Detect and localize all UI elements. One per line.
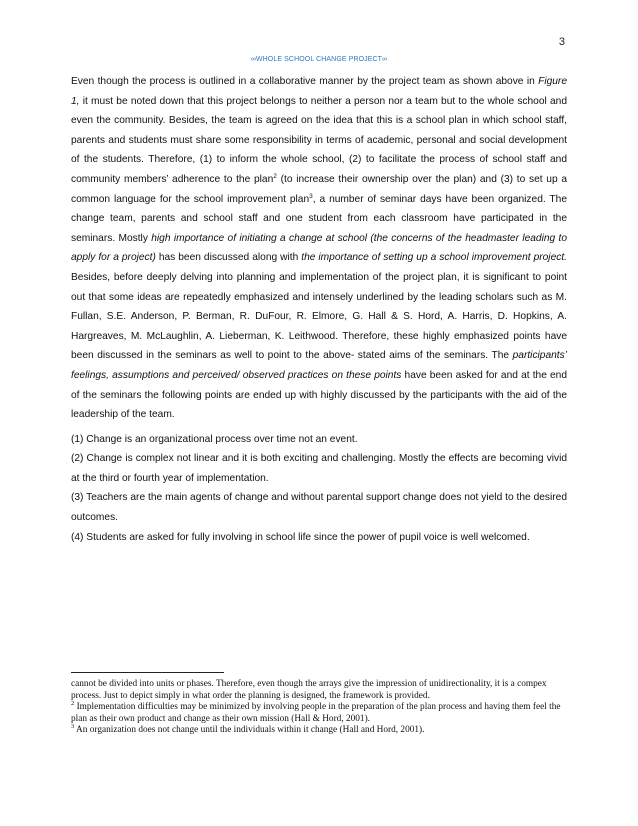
text-run: Even though the process is outlined in a collaborative manner by the project team as shown above in [71,76,539,87]
text-run: (to increase their ownership over the plan) and (3) to set up a common language for the school improvement plan [71,173,568,205]
footnote-ref: 3 [309,192,313,200]
italic-run: the importance of setting up a school improvement project. [301,252,567,264]
discussion-points [71,430,567,548]
running-header: ∞WHOLE SCHOOL CHANGE PROJECT∞ [250,56,388,63]
text-run: , a number of seminar days have been organized. The change team, parents and school staff and one student from each classroom have participated in the seminars. Mostly [71,193,567,244]
text-run: Besides, before deeply delving into planning and implementation of the project plan, it is significant to point out that some ideas are repeatedly emphasized and intensely underlined by the leading scholars such as M. Fullan, S.E. Anderson, P. Berman, R. DuFour, R. Elmore, G. Hall & S. Hord, A. Harris, D. Hopkins, A. Hargreaves, M. McLaughlin, A. Lieberman, K. Leithwood. Therefore, these highly emphasized points have been discussed in the seminars as well to point to the above- stated aims of the seminars. The [71,271,567,362]
page-number: 3 [558,36,565,48]
point-item: (4) Students are asked for fully involving in school life since the power of pupil voice is well welcomed. [71,531,530,543]
point-item: (2) Change is complex not linear and it is both exciting and challenging. Mostly the effects are becoming vivid at the third or fourth year of implementation. [71,453,567,484]
point-item: (1) Change is an organizational process over time not an event. [71,433,358,445]
footnote-text: An organization does not change until the individuals within it change (Hall and Hord, 2001). [74,725,425,736]
footnotes [71,672,567,737]
text-run: has been discussed along with [155,252,302,264]
text-run: have been asked for and at the end of the seminars the following points are ended up with highly discussed by the participants with the aid of the leadership of the team. [71,369,568,421]
footnote-continuation: cannot be divided into units or phases. Therefore, even though the arrays give the impression of unidirectionality, it is a compex process. Just to depict simply in what order the planning is designed, the framework is provided. [71,679,547,701]
point-item: (3) Teachers are the main agents of change and without parental support change does not yield to the desired outcomes. [71,492,567,524]
text-run: it must be noted down that this project belongs to neither a person nor a team but to the whole school and even the community. Besides, the team is agreed on the idea that this is a school plan in which school staff, parents and students must share some responsibility in terms of academic, personal and social development of the students. Therefore, (1) to inform the whole school, (2) to facilitate the process of school staff and community members’ adherence to the plan [71,95,567,185]
main-text [71,72,567,547]
footnote-mark: 3 [71,723,75,731]
italic-run: participants’ feelings, assumptions and perceived/ observed practices on these points [71,350,567,381]
footnote-text: Implementation difficulties may be minimized by involving people in the preparation of the plan process and having them feel the plan as their own product and change as their own mission (Hall & Hord, 2001). [71,702,561,724]
footnote-mark: 2 [71,700,75,708]
footnote-3 [71,725,567,737]
footnote-ref: 2 [273,172,277,180]
italic-run: high importance of initiating a change at school (the concerns of the headmaster leading to apply for a project) [71,232,567,264]
footnote-rule [71,672,224,673]
italic-run: Figure 1, [71,76,567,107]
footnote-2 [71,702,567,725]
body-paragraph [71,72,567,425]
